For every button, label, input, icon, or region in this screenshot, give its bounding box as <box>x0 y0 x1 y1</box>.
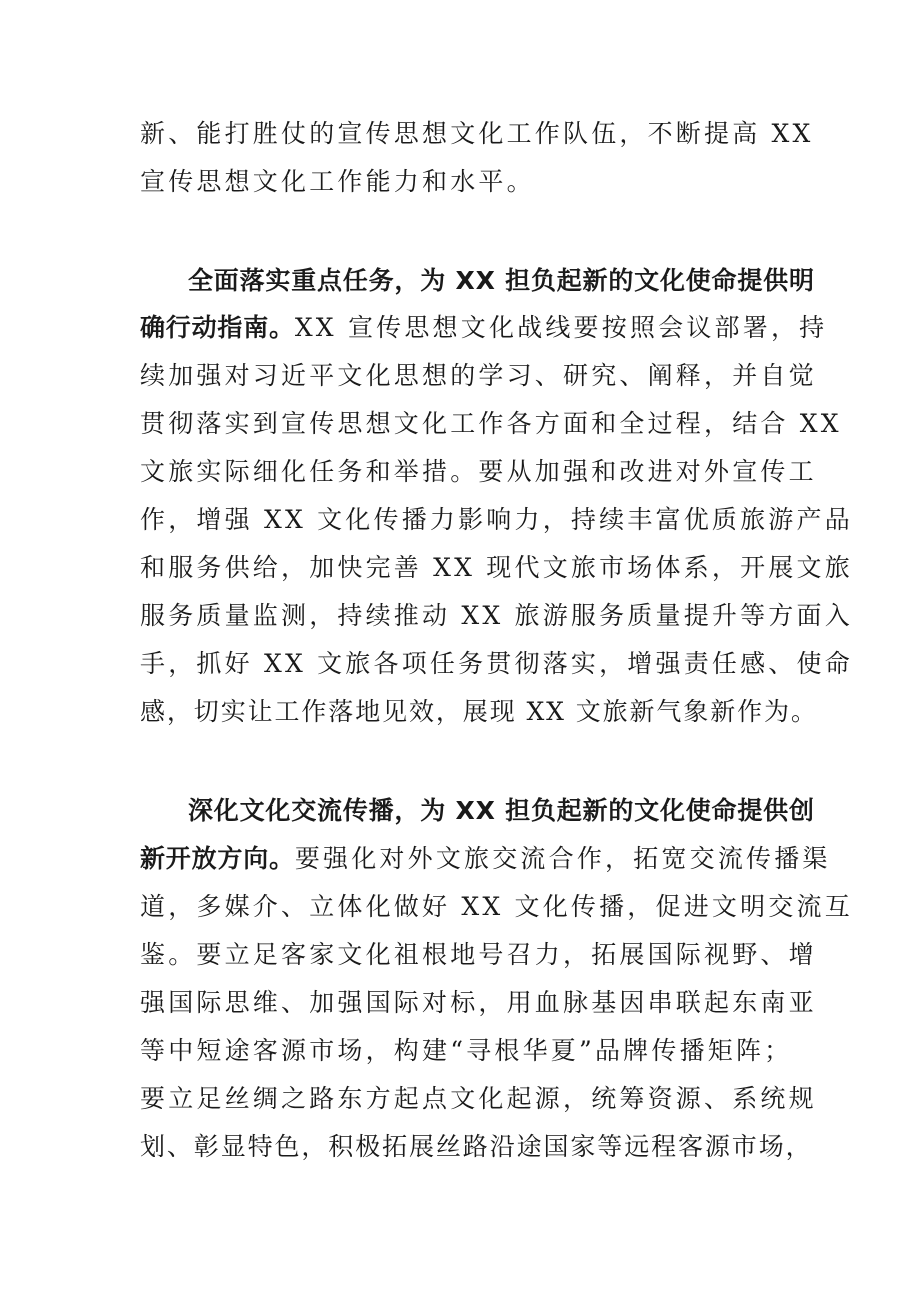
body-line <box>140 842 831 876</box>
body-line <box>140 695 818 729</box>
body-line <box>140 1034 792 1068</box>
body-line <box>140 890 853 924</box>
body-text: 手，抓好 XX 文旅各项任务贯彻落实，增强责任感、使命 <box>140 649 853 678</box>
section-heading: 新开放方向。 <box>140 844 295 873</box>
section-heading: 确行动指南。 <box>140 313 295 342</box>
section-heading: 深化文化交流传播，为 XX 担负起新的文化使命提供创 <box>188 796 815 825</box>
body-line <box>140 647 853 681</box>
body-line <box>140 938 817 972</box>
body-line <box>140 165 535 199</box>
body-line <box>140 503 853 537</box>
body-text: 道，多媒介、立体化做好 XX 文化传播，促进文明交流互 <box>140 892 853 921</box>
section-heading-line <box>188 264 815 298</box>
body-line <box>140 359 817 393</box>
body-text: 要强化对外文旅交流合作，拓宽交流传播渠 <box>294 844 831 873</box>
body-text: 鉴。要立足客家文化祖根地号召力，拓展国际视野、增 <box>140 940 817 969</box>
body-text: 贯彻落实到宣传思想文化工作各方面和全过程，结合 XX <box>140 409 842 438</box>
body-line <box>140 117 814 151</box>
body-line <box>140 407 842 441</box>
body-text: 感，切实让工作落地见效，展现 XX 文旅新气象新作为。 <box>140 697 818 726</box>
body-text: 宣传思想文化工作能力和水平。 <box>140 167 535 196</box>
body-text: 服务质量监测，持续推动 XX 旅游服务质量提升等方面入 <box>140 601 853 630</box>
body-text: 作，增强 XX 文化传播力影响力，持续丰富优质旅游产品 <box>140 505 853 534</box>
body-line <box>140 551 853 585</box>
body-text: 续加强对习近平文化思想的学习、研究、阐释，并自觉 <box>140 361 817 390</box>
body-line <box>140 1082 817 1116</box>
body-text: 要立足丝绸之路东方起点文化起源，统筹资源、系统规 <box>140 1084 817 1113</box>
body-text: 和服务供给，加快完善 XX 现代文旅市场体系，开展文旅 <box>140 553 853 582</box>
body-line <box>140 311 827 345</box>
body-line <box>140 986 817 1020</box>
body-text: 强国际思维、加强国际对标，用血脉基因串联起东南亚 <box>140 988 817 1017</box>
body-text: 新、能打胜仗的宣传思想文化工作队伍，不断提高 XX <box>140 119 814 148</box>
section-heading: 全面落实重点任务，为 XX 担负起新的文化使命提供明 <box>188 266 815 295</box>
body-line <box>140 1130 813 1164</box>
body-line <box>140 599 853 633</box>
body-text: 文旅实际细化任务和举措。要从加强和改进对外宣传工 <box>140 457 817 486</box>
body-text: 划、彰显特色，积极拓展丝路沿途国家等远程客源市场， <box>140 1132 813 1161</box>
body-text: 等中短途客源市场，构建“寻根华夏”品牌传播矩阵； <box>140 1036 793 1065</box>
body-line <box>140 455 817 489</box>
section-heading-line <box>188 794 815 828</box>
body-text: XX 宣传思想文化战线要按照会议部署，持 <box>294 313 828 342</box>
